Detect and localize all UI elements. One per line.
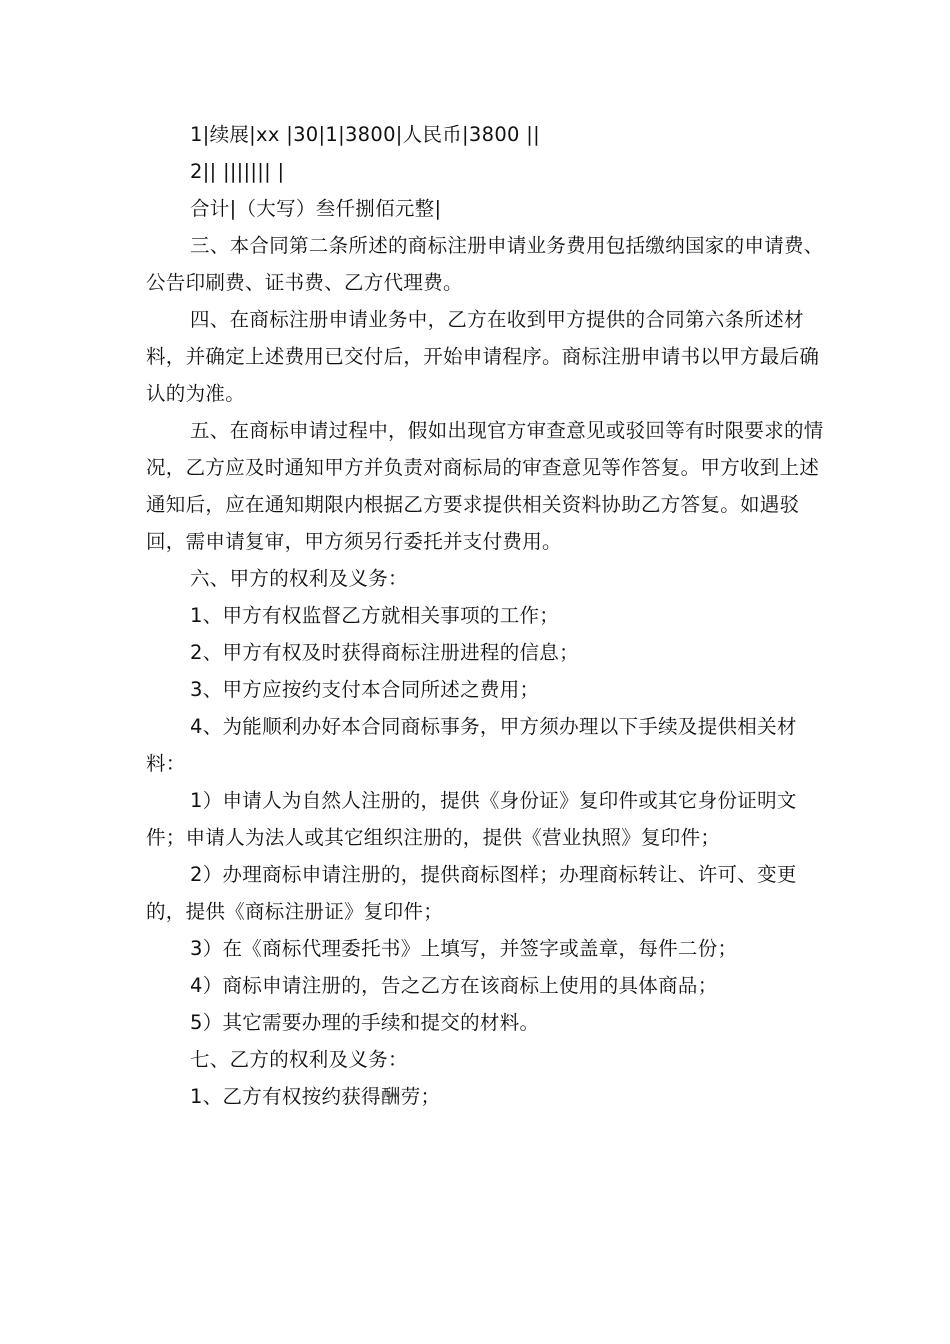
fee-table-row-1: 1|续展|xx |30|1|3800|人民币|3800 || — [190, 123, 540, 146]
clause-6-heading: 六、甲方的权利及义务： — [190, 567, 408, 590]
clause-4: 四、在商标注册申请业务中，乙方在收到甲方提供的合同第六条所述材料，并确定上述费用已交付后，开始申请程序。商标注册申请书以甲方最后确认的为准。 — [146, 308, 820, 405]
fee-table-total-row: 合计|（大写）叁仟捌佰元整| — [190, 197, 442, 220]
clause-6-subitem-1: 1）申请人为自然人注册的，提供《身份证》复印件或其它身份证明文件；申请人为法人或其它组织注册的，提供《营业执照》复印件； — [146, 789, 797, 849]
clause-6-subitem-2: 2）办理商标申请注册的，提供商标图样；办理商标转让、许可、变更的，提供《商标注册证》复印件； — [146, 863, 797, 923]
clause-6-item-4: 4、为能顺利办好本合同商标事务，甲方须办理以下手续及提供相关材料： — [146, 715, 797, 775]
clause-6-subitem-5: 5）其它需要办理的手续和提交的材料。 — [190, 1011, 540, 1034]
clause-7-item-1: 1、乙方有权按约获得酬劳； — [190, 1085, 441, 1108]
fee-table-row-2: 2|| ||||||| | — [190, 160, 285, 183]
clause-6-item-2: 2、甲方有权及时获得商标注册进程的信息； — [190, 641, 579, 664]
clause-3: 三、本合同第二条所述的商标注册申请业务费用包括缴纳国家的申请费、公告印刷费、证书费、乙方代理费。 — [146, 234, 824, 294]
clause-6-item-3: 3、甲方应按约支付本合同所述之费用； — [190, 678, 540, 701]
document-body — [146, 116, 826, 1115]
clause-7-heading: 七、乙方的权利及义务： — [190, 1048, 408, 1071]
clause-6-subitem-4: 4）商标申请注册的，告之乙方在该商标上使用的具体商品； — [190, 974, 718, 997]
clause-6-subitem-3: 3）在《商标代理委托书》上填写，并签字或盖章，每件二份； — [190, 937, 738, 960]
clause-5: 五、在商标申请过程中，假如出现官方审查意见或驳回等有时限要求的情况，乙方应及时通知甲方并负责对商标局的审查意见等作答复。甲方收到上述通知后，应在通知期限内根据乙方要求提供相关资料协助乙方答复。如遇驳回，需申请复审，甲方须另行委托并支付费用。 — [146, 419, 824, 553]
clause-6-item-1: 1、甲方有权监督乙方就相关事项的工作； — [190, 604, 560, 627]
